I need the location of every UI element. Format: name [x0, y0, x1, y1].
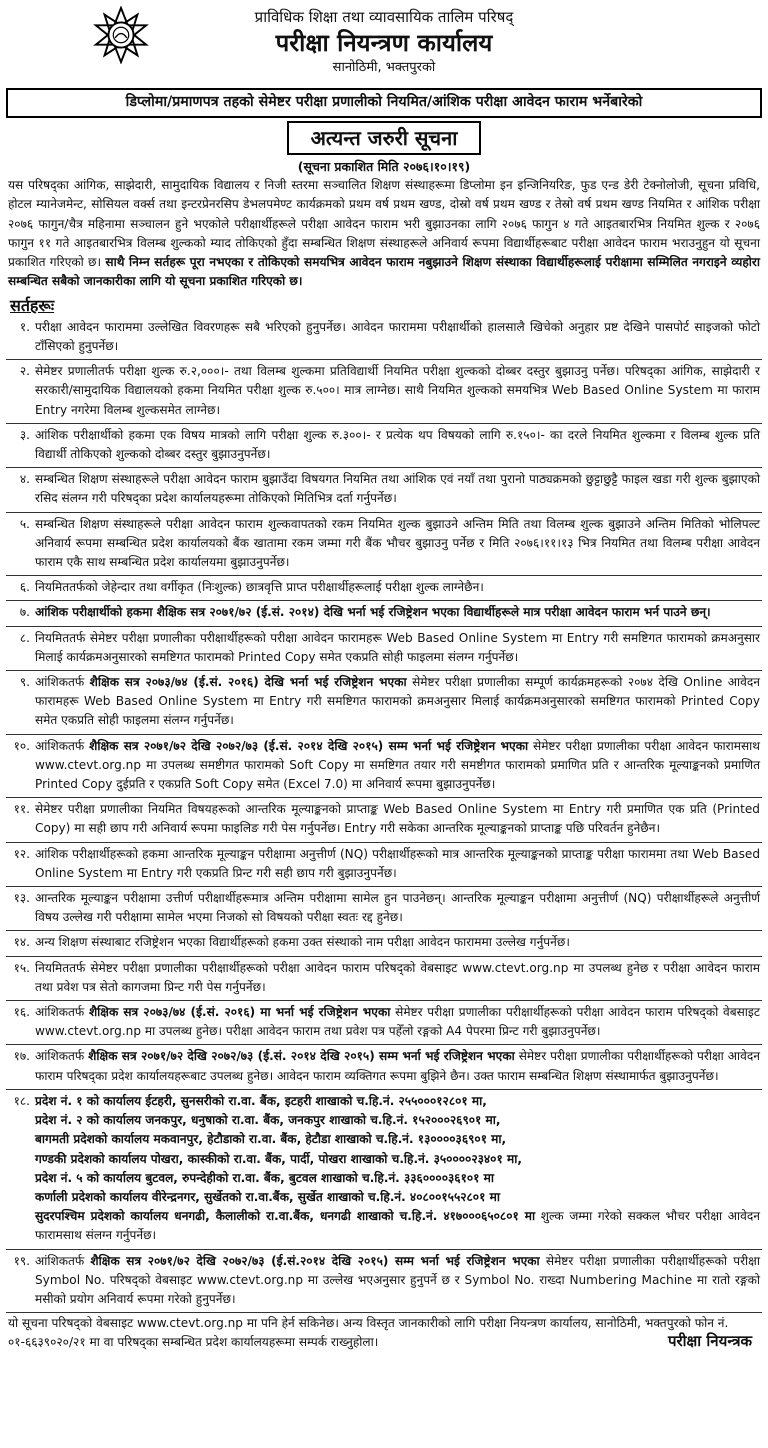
condition-text: नियमिततर्फ सेमेष्टर परीक्षा प्रणालीका परीक्षार्थीहरूको परीक्षा आवेदन फारामहरू Web Based Online System मा Entry गरी समष्टिगत फारामको क्रमअनुसार मिलाई कार्यक्रमअनुसारको समष्टिगत फारामको Printed Copy समेत एकप्रति सोही फाइलमा संलग्न गर्नुपर्नेछ। [35, 630, 760, 664]
office-name: परीक्षा नियन्त्रण कार्यालय [275, 29, 493, 57]
condition-lead: आंशिकतर्फ [35, 1005, 89, 1020]
notice-title: डिप्लोमा/प्रमाणपत्र तहको सेमेष्टर परीक्षा प्रणालीको नियमित/आंशिक परीक्षा आवेदन फाराम भर्नेबारेको [6, 88, 762, 118]
bank-account-line: कर्णाली प्रदेशको कार्यालय वीरेन्द्रनगर, सुर्खेतको रा.वा.बैंक, सुर्खेत शाखाको च.हि.नं. ४०८००१५५२८०१ मा [35, 1189, 500, 1204]
condition-bold: शैक्षिक सत्र २०७१/७२ देखि २०७२/७३ (ई.सं. २०१४ देखि २०१५) सम्म भर्ना भई रजिष्ट्रेशन भएका [89, 738, 529, 753]
condition-bold: शैक्षिक सत्र २०७१/७२ देखि २०७२/७३ (ई.सं.२०१४ देखि २०१५) सम्म भर्ना भई रजिष्ट्रेशन भएका [90, 1253, 540, 1268]
condition-item [6, 424, 762, 468]
condition-number: ७. [19, 605, 30, 620]
condition-text: सेमेष्टर परीक्षा प्रणालीका परीक्षार्थीहरूको परीक्षा Symbol No. परिषद्को वेबसाइट www.ctevt.org.np मा उल्लेख भएअनुसार हुनुपर्ने छ र Symbol No. राख्दा Numbering Machine मा रातो रङ्गको मसीको प्रयोग अनिवार्य रूपमा गरेको हुनुपर्नेछ। [35, 1253, 760, 1306]
condition-number: ११. [13, 802, 30, 817]
condition-number: १. [19, 319, 30, 334]
condition-number: ४. [19, 472, 30, 487]
bank-account-bold: सुदरपश्चिम प्रदेशको कार्यालय धनगढी, कैलालीको रा.वा.बैंक, धनगढी शाखाको च.हि.नं. ४१७०००६५०८०१ मा [35, 1209, 536, 1224]
org-name: प्राविधिक शिक्षा तथा व्यावसायिक तालिम परिषद् [254, 8, 514, 26]
intro-text: यस परिषद्का आंगिक, साझेदारी, सामुदायिक विद्यालय र निजी स्तरमा सञ्चालित शिक्षण संस्थाहरूमा डिप्लोमा इन इन्जिनियरिङ, फुड एन्ड डेरी टेक्नोलोजी, सूचना प्रविधि, होटल म्यानेजमेन्ट, सोसियल वर्क्स तथा इन्टरप्रेनरसिप डेभलपमेण्ट कार्यक्रमको प्रथम वर्ष प्रथम खण्ड, दोस्रो वर्ष प्रथम खण्ड र तेस्रो वर्ष प्रथम खण्ड नियमित र आंशिक परीक्षा २०७६ फागुन/चैत्र महिनामा सञ्चालन हुने भएकोले परीक्षार्थीहरूले परीक्षा आवेदन फाराम भरी बुझाउनका लागि २०७६ फागुन ४ गते आइतबारभित्र नियमित शुल्क र २०७६ फागुन ११ गते आइतबारभित्र विलम्ब शुल्कको म्याद तोकिएको हुँदा सम्बन्धित शिक्षण संस्थाहरूले अनिवार्य रूपमा विद्यार्थीहरूबाट परीक्षा आवेदन फाराम भराउनुहुन यो सूचना प्रकाशित गरिएको छ। [8, 178, 760, 270]
condition-number: १३. [13, 891, 30, 906]
condition-bold: शैक्षिक सत्र २०७३/७४ (ई.सं. २०१६) देखि भर्ना भई रजिष्ट्रेशन भएका [89, 675, 407, 690]
condition-number: १६. [13, 1005, 30, 1020]
condition-text: आंशिक परीक्षार्थीको हकमा शैक्षिक सत्र २०७१/७२ (ई.सं. २०१४) देखि भर्ना भई रजिष्ट्रेशन भएका विद्यार्थीहरूले मात्र परीक्षा आवेदन फाराम भर्न पाउने छन्। [35, 605, 711, 620]
conditions-heading: सर्तहरूः [10, 295, 55, 315]
closing-paragraph [6, 1313, 762, 1353]
condition-text: सम्बन्धित शिक्षण संस्थाहरूले परीक्षा आवेदन फाराम बुझाउँदा विषयगत नियमित तथा आंशिक एवं नयाँ तथा पुरानो पाठ्यक्रमको छुट्टाछुट्टै फाइल खडा गरी शुल्क बुझाएको रसिद संलग्न गरी परिषद्का प्रदेश कार्यालयहरूमा तोकिएको मितिभित्र दर्ता गर्नुपर्नेछ। [35, 472, 760, 506]
condition-number: ६. [19, 580, 30, 595]
condition-item [6, 513, 762, 577]
condition-text: आंशिक परीक्षार्थीहरूको हकमा आन्तरिक मूल्याङ्कन परीक्षामा अनुत्तीर्ण (NQ) परीक्षार्थीहरूको मात्र आन्तरिक मूल्याङ्कनको प्राप्ताङ्क परीक्षा फाराममा तथा Web Based Online System मा Entry गरी एकप्रति प्रिन्ट गरी सही छाप गरी बुझाउनुपर्नेछ। [35, 846, 760, 880]
bank-account-line: प्रदेश नं. ५ को कार्यालय बुटवल, रुपन्देहीको रा.वा. बैंक, बुटवल शाखाको च.हि.नं. ३३६००००३६१०१ मा [35, 1170, 495, 1185]
condition-bold: शैक्षिक सत्र २०७३/७४ (ई.सं. २०१६) मा भर्ना भई रजिष्ट्रेशन भएका [88, 1005, 391, 1020]
condition-number: १०. [13, 738, 30, 753]
header [6, 0, 762, 86]
condition-lead: आंशिकतर्फ [35, 1253, 91, 1268]
bank-account-line: प्रदेश नं. १ को कार्यालय ईटहरी, सुनसरीको रा.वा. बैंक, इटहरी शाखाको च.हि.नं. २५५०००१२८०१ मा, [35, 1093, 487, 1108]
condition-item [6, 798, 762, 842]
condition-text: नियमिततर्फ सेमेष्टर परीक्षा प्रणालीका परीक्षार्थीहरूको परीक्षा आवेदन फाराम परिषद्को वेबसाइट www.ctevt.org.np मा उपलब्ध हुनेछ र परीक्षा आवेदन फाराम तथा प्रवेश पत्र सेतो कागजमा प्रिन्ट गरी पेस गर्नुपर्नेछ। [35, 960, 760, 994]
condition-item [6, 360, 762, 424]
condition-item-symbol-no [6, 1250, 762, 1314]
condition-text: सेमेष्टर परीक्षा प्रणालीका परीक्षार्थीहरूको परीक्षा आवेदन फाराम परिषद्को वेबसाइट www.ctevt.org.np मा उपलब्ध हुनेछ। परीक्षा आवेदन फाराम तथा प्रवेश पत्र पहेँलो रङ्गको A4 पेपरमा प्रिन्ट गरी बुझाउनुपर्नेछ। [35, 1005, 760, 1039]
condition-text: आन्तरिक मूल्याङ्कन परीक्षामा उत्तीर्ण परीक्षार्थीहरूमात्र अन्तिम परीक्षामा सामेल हुन पाउनेछन्। आन्तरिक मूल्याङ्कन परीक्षामा अनुत्तीर्ण (NQ) परीक्षार्थीहरूले अनुत्तीर्ण विषय उल्लेख गरी परीक्षामा सामेल भएमा निजको सो विषयको परीक्षा स्वतः रद्द हुनेछ। [35, 891, 760, 925]
bank-account-note: शुल्क जम्मा गरेको सक्कल भौचर परीक्षा आवेदन फारामसाथ संलग्न गर्नुपर्नेछ। [35, 1209, 760, 1243]
condition-item [6, 601, 762, 626]
condition-number: १९. [13, 1253, 30, 1268]
condition-item [6, 843, 762, 887]
condition-text: सेमेष्टर परीक्षा प्रणालीका सम्पूर्ण कार्यक्रमहरूको २०७४ देखि Online आवेदन फारामहरू Web Based Online System मा Entry गरी समष्टिगत फारामको क्रमअनुसार मिलाई कार्यक्रमअनुसारको समष्टिगत फारामको Printed Copy समेत एकप्रति सोही फाइलमा संलग्न गर्नुपर्नेछ। [35, 675, 760, 728]
intro-bold-text: साथै निम्न सर्तहरू पूरा नभएका र तोकिएको समयभित्र आवेदन फाराम नबुझाउने शिक्षण संस्थाका विद्यार्थीहरूलाई परीक्षामा सम्मिलित नगराइने व्यहोरा सम्बन्धित सबैको जानकारीका लागि यो सूचना प्रकाशित गरिएको छ। [8, 255, 760, 289]
condition-text: नियमिततर्फको जेहेन्दार तथा वर्गीकृत (निःशुल्क) छात्रवृत्ति प्राप्त परीक्षार्थीहरूलाई परीक्षा शुल्क लाग्नेछैन। [35, 580, 484, 595]
condition-text: सेमेष्टर परीक्षा प्रणालीका परीक्षार्थीहरूको परीक्षा आवेदन फाराम परिषद्का प्रदेश कार्यालयहरूबाट उपलब्ध हुनेछ। आवेदन फाराम व्यक्तिगत रूपमा बुझिने छैन। उक्त फाराम सम्बन्धित शिक्षण संस्थामार्फत बुझाउनुपर्नेछ। [35, 1049, 760, 1083]
condition-number: १४. [13, 935, 30, 950]
condition-item [6, 1045, 762, 1089]
condition-item [6, 468, 762, 512]
published-date: (सूचना प्रकाशित मिति २०७६।१०।१९) [297, 159, 471, 174]
condition-text: सेमेष्टर परीक्षा प्रणालीका परीक्षा आवेदन फारामसाथ www.ctevt.org.np मा उपलब्ध समष्टीगत फारामको Soft Copy मा समष्टिगत तयार गरी समष्टीगत फारामको प्रमाणित प्रति र आन्तरिक मूल्याङ्कनको प्रमाणित Printed Copy दुईप्रति र एकप्रति Soft Copy समेत (Excel 7.0) मा अनिवार्य रूपमा बुझाउनुपर्नेछ। [35, 738, 760, 792]
condition-item-bank-accounts [6, 1090, 762, 1250]
condition-item [6, 931, 762, 956]
closing-text: यो सूचना परिषद्को वेबसाइट www.ctevt.org.np मा पनि हेर्न सकिनेछ। अन्य विस्तृत जानकारीको लागि परीक्षा नियन्त्रण कार्यालय, सानोठिमी, भक्तपुरको फोन नं. ०१-६६३९०२०/२१ मा वा परिषद्का सम्बन्धित प्रदेश कार्यालयहरूमा सम्पर्क राख्नुहोला। [8, 1316, 729, 1350]
condition-number: १५. [13, 960, 30, 975]
condition-number: १७. [13, 1049, 30, 1064]
condition-item [6, 735, 762, 799]
condition-text: परीक्षा आवेदन फाराममा उल्लेखित विवरणहरू सबै भरिएको हुनुपर्नेछ। आवेदन फाराममा परीक्षार्थीको हालसालै खिचेको अनुहार प्रष्ट देखिने पासपोर्ट साइजको फोटो टाँसिएको हुनुपर्नेछ। [35, 319, 760, 353]
condition-number: ९. [19, 675, 30, 690]
condition-text: आंशिक परीक्षार्थीको हकमा एक विषय मात्रको लागि परीक्षा शुल्क रु.३००।- र प्रत्येक थप विषयको लागि रु.१५०।- का दरले नियमित शुल्कमा र विलम्ब शुल्क प्रति विद्यार्थी तोकिएको शुल्कको दोब्बर दस्तुर बुझाउनुपर्नेछ। [35, 427, 760, 461]
bank-account-line: प्रदेश नं. २ को कार्यालय जनकपुर, धनुषाको रा.वा. बैंक, जनकपुर शाखाको च.हि.नं. १५२०००२६९०१ मा, [35, 1113, 501, 1128]
condition-lead: आंशिकतर्फ [35, 738, 90, 753]
condition-text: सेमेष्टर परीक्षा प्रणालीका नियमित विषयहरूको आन्तरिक मूल्याङ्कनको प्राप्ताङ्क Web Based Online System मा Entry गरी प्रमाणित एक प्रति (Printed Copy) मा सही छाप गरी अनिवार्य रूपमा फाइलिङ गरी पेस गर्नुपर्नेछ। Entry गरी सकेका आन्तरिक मूल्याङ्कनको प्राप्ताङ्क पछि परिवर्तन हुनेछैन। [35, 802, 760, 836]
bank-account-line: गण्डकी प्रदेशको कार्यालय पोखरा, कास्कीको रा.वा. बैंक, पार्दी, पोखरा शाखाको च.हि.नं. ३५००००२३४०१ मा, [35, 1151, 522, 1166]
bank-account-line: बागमती प्रदेशको कार्यालय मकवानपुर, हेटौडाको रा.वा. बैंक, हेटौडा शाखाको च.हि.नं. १३००००३६९०१ मा, [35, 1132, 507, 1147]
condition-item [6, 957, 762, 1001]
condition-item [6, 671, 762, 735]
condition-number: ५. [19, 516, 30, 531]
office-location: सानोठिमी, भक्तपुरको [332, 60, 436, 75]
condition-item [6, 576, 762, 601]
condition-number: ३. [19, 427, 30, 442]
condition-item [6, 627, 762, 671]
bank-account-line-last [35, 1207, 760, 1245]
conditions-list [6, 316, 762, 1090]
condition-text: अन्य शिक्षण संस्थाबाट रजिष्ट्रेशन भएका विद्यार्थीहरूको हकमा उक्त संस्थाको नाम परीक्षा आवेदन फाराममा उल्लेख गर्नुपर्नेछ। [35, 935, 570, 950]
condition-lead: आंशिकतर्फ [35, 675, 90, 690]
intro-paragraph [8, 176, 760, 292]
condition-number: ८. [19, 630, 30, 645]
condition-bold: शैक्षिक सत्र २०७१/७२ देखि २०७२/७३ (ई.सं. २०१४ देखि २०१५) सम्म भर्ना भई रजिष्ट्रेशन भएका [88, 1049, 515, 1064]
signer-title: परीक्षा नियन्त्रक [668, 1332, 752, 1351]
condition-number: १२. [13, 846, 30, 861]
condition-text: सेमेष्टर प्रणालीतर्फ परीक्षा शुल्क रु.२,०००।- तथा विलम्ब शुल्कमा प्रतिविद्यार्थी नियमित परीक्षा शुल्कको दोब्बर दस्तुर बुझाउनु पर्नेछ। परिषद्का आंगिक, साझेदारी र सरकारी/सामुदायिक विद्यालयको हकमा नियमित परीक्षा शुल्क रु.५००। मात्र लाग्नेछ। साथै नियमित शुल्कको समयभित्र Web Based Online System मा फाराम Entry नगरेमा विलम्ब शुल्कसमेत लाग्नेछ। [35, 364, 760, 417]
condition-number: २. [19, 364, 30, 379]
condition-item [6, 887, 762, 931]
condition-number: १८. [13, 1093, 30, 1108]
condition-item [6, 316, 762, 360]
urgent-notice-label: अत्यन्त जरुरी सूचना [287, 121, 482, 155]
condition-lead: आंशिकतर्फ [35, 1049, 89, 1064]
condition-text: सम्बन्धित शिक्षण संस्थाहरूले परीक्षा आवेदन फाराम शुल्कवापतको रकम नियमित शुल्क बुझाउने अन्तिम मिति तथा विलम्ब शुल्क बुझाउने अन्तिम मितिको भोलिपल्ट अनिवार्य रूपमा सम्बन्धित प्रदेश कार्यालयको बैंक खातामा रकम जम्मा गरी बैंक भौचर बुझाउनु पर्नेछ र मिति २०७६।११।१३ भित्र नियमित तथा विलम्ब परीक्षा आवेदन फाराम एकै साथ सम्बन्धित प्रदेश कार्यालयमा बुझाउनुपर्नेछ। [35, 516, 760, 570]
condition-item [6, 1001, 762, 1045]
